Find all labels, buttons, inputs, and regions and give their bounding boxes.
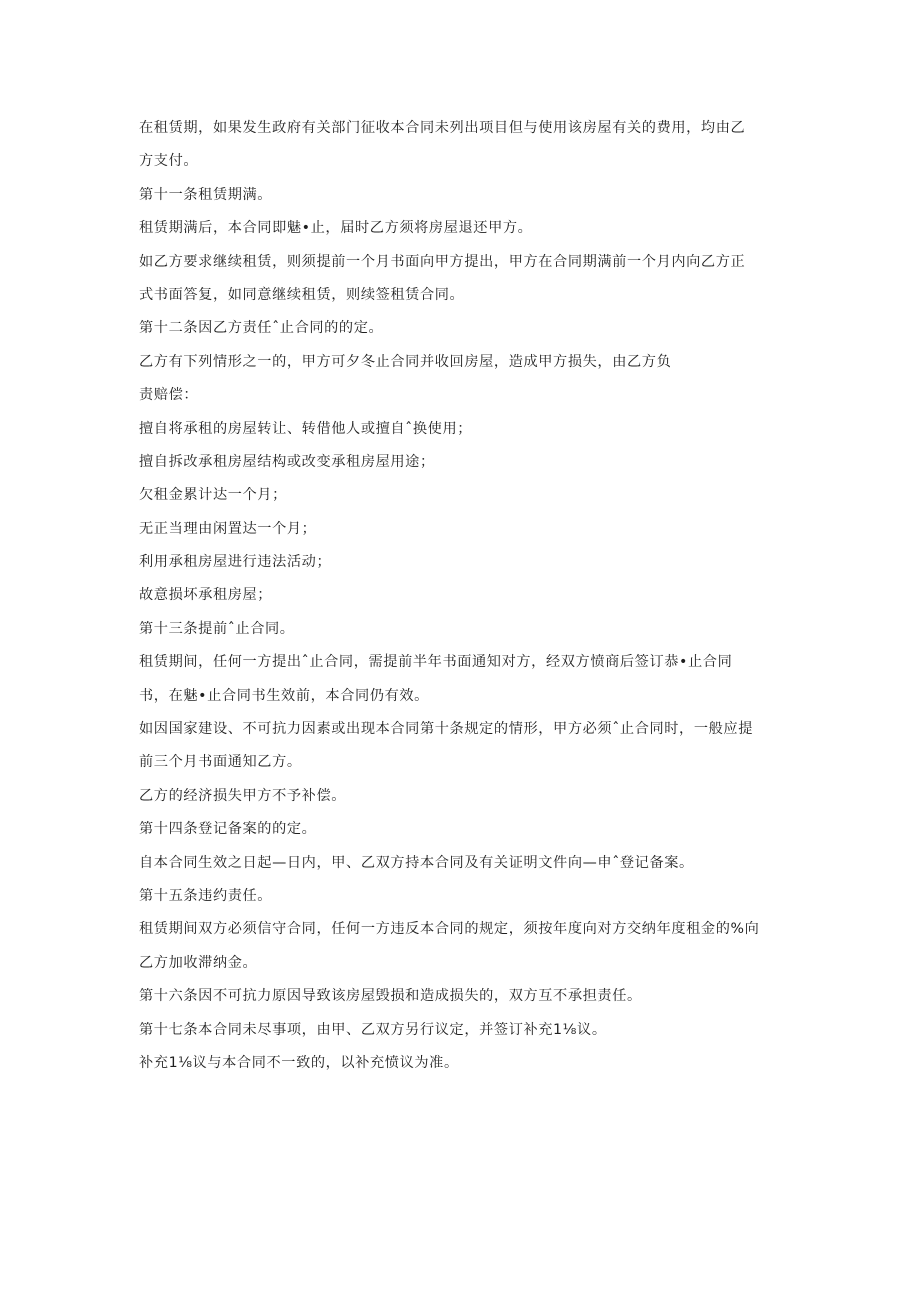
text-line-23: 自本合同生效之日起—日内，甲、乙双方持本合同及有关证明文件向—申ˆ登记备案。 xyxy=(139,854,694,871)
text-line-19: 如因国家建设、不可抗力因素或出现本合同第十条规定的情形，甲方必须ˆ止合同时，一般应提 xyxy=(139,721,753,738)
text-line-1: 在租赁期，如果发生政府有关部门征收本合同未列出项目但与使用该房屋有关的费用，均由乙 xyxy=(139,120,746,136)
article-12-heading: 第十二条因乙方责任ˆ止合同的的定。 xyxy=(139,320,384,337)
text-line-21: 乙方的经济损失甲方不予补偿。 xyxy=(139,787,347,804)
text-line-4: 租赁期满后，本合同即魅•止，届时乙方须将房屋退还甲方。 xyxy=(139,220,533,237)
article-15-heading: 第十五条违约责任。 xyxy=(139,887,273,904)
text-line-25: 租赁期间双方必须信守合同，任何一方违反本合同的规定，须按年度向对方交纳年度租金的%向 xyxy=(139,921,760,938)
list-item-alter: 擅自拆改承租房屋结构或改变承租房屋用途； xyxy=(139,453,435,470)
text-line-2: 方支付。 xyxy=(139,153,199,170)
list-item-damage: 故意损坏承租房屋； xyxy=(139,587,273,604)
text-line-20: 前三个月书面通知乙方。 xyxy=(139,754,302,771)
article-13-heading: 第十三条提前ˆ止合同。 xyxy=(139,620,295,637)
text-line-17: 租赁期间，任何一方提出ˆ止合同，需提前半年书面通知对方，经双方愤商后签订恭•止合同 xyxy=(139,654,733,671)
text-line-9: 责赔偿： xyxy=(139,387,199,404)
text-line-29: 补充1⅛议与本合同不一致的，以补充愤议为准。 xyxy=(139,1054,459,1071)
article-11-heading: 第十一条租赁期满。 xyxy=(139,186,273,203)
list-item-sublet: 擅自将承租的房屋转让、转借他人或擅自ˆ换使用； xyxy=(139,420,473,437)
text-line-6: 式书面答复，如同意继续租赁，则续签租赁合同。 xyxy=(139,286,465,303)
article-16: 第十六条因不可抗力原因导致该房屋毁损和造成损失的，双方互不承担责任。 xyxy=(139,988,642,1005)
text-line-18: 书，在魅•止合同书生效前，本合同仍有效。 xyxy=(139,687,429,704)
text-line-26: 乙方加收滞纳金。 xyxy=(139,954,258,971)
list-item-illegal: 利用承租房屋进行违法活动； xyxy=(139,554,332,571)
text-line-8: 乙方有下列情形之一的，甲方可夕冬止合同并收回房屋，造成甲方损失，由乙方负 xyxy=(139,353,672,370)
contract-text xyxy=(139,112,789,1080)
article-17: 第十七条本合同未尽事项，由甲、乙双方另行议定，并签订补充1⅛议。 xyxy=(139,1021,607,1038)
article-14-heading: 第十四条登记备案的的定。 xyxy=(139,821,317,838)
list-item-rent-arrears: 欠租金累计达一个月； xyxy=(139,487,287,504)
text-line-5: 如乙方要求继续租赁，则须提前一个月书面向甲方提出，甲方在合同期满前一个月内向乙方正 xyxy=(139,253,746,270)
list-item-idle: 无正当理由闲置达一个月； xyxy=(139,520,317,537)
